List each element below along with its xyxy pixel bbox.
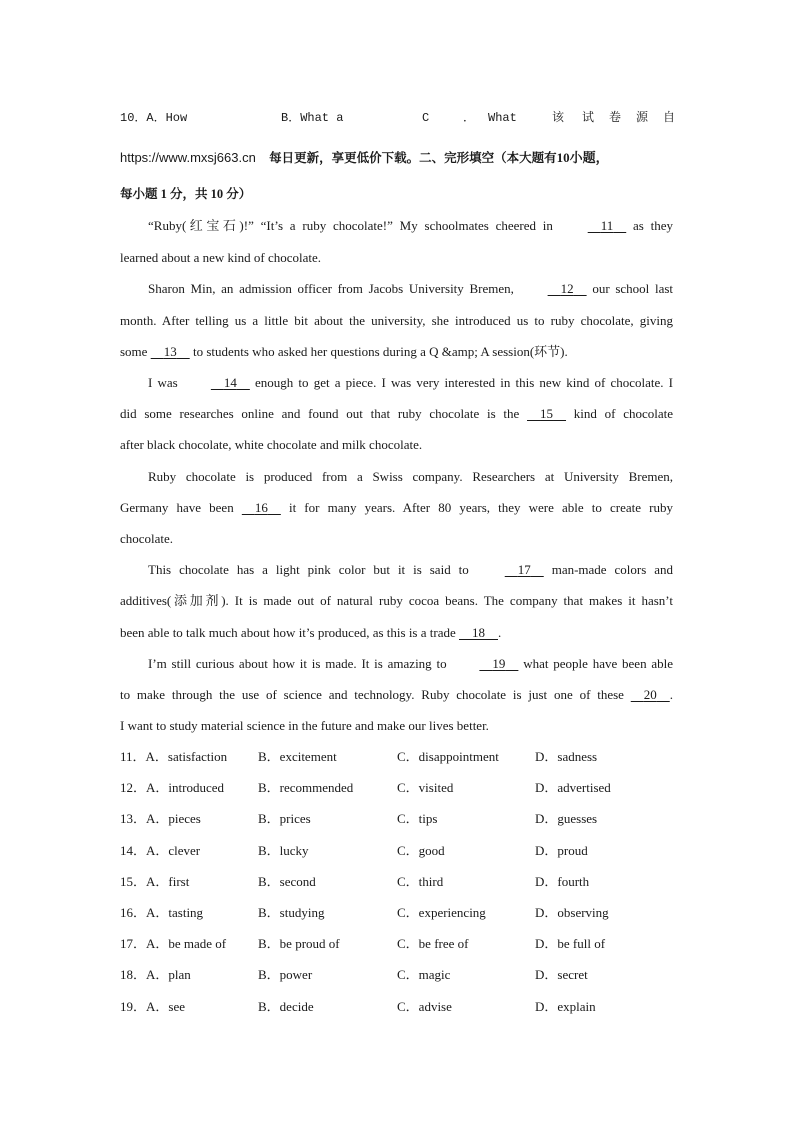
source-url: https://www.mxsj663.cn [120,150,256,165]
option-b: B．second [258,873,316,889]
option-a: 18．A．plan [120,967,191,983]
blank-20: 20 [643,687,657,702]
question-count: 10 [556,150,570,165]
option-b: B．prices [258,811,311,827]
option-d: D．secret [535,967,588,983]
option-b: B．decide [258,998,314,1014]
option-a: 14．A．clever [120,842,201,858]
q10-what: What [488,111,517,125]
source-note: 每日更新，享更低价下载。二、完形填空（本大题有 [269,151,557,165]
passage-line: to make through the use of science and technology. Ruby chocolate is just one of these 20 . [120,687,673,702]
option-d: D．be full of [535,936,606,952]
option-c: C．good [397,842,445,858]
option-c: C．magic [397,967,451,983]
passage-line: “Ruby(红宝石)!” “It’s a ruby chocolate!” My schoolmates cheered in 11 as they [148,218,674,233]
option-d: D．guesses [535,811,598,827]
passage-line: month. After telling us a little bit about the university, she introduced us to ruby chocolate, giving [120,313,673,328]
passage-line: some 13 to students who asked her questions during a Q &amp; A session(环节). [120,344,568,359]
q10-tail-5: 自 [663,111,676,125]
blank-19: 19 [492,656,506,671]
q10-tail-3: 卷 [609,111,622,125]
blank-12: 12 [560,281,574,296]
option-a: 13．A．pieces [120,811,201,827]
option-a: 16．A．tasting [120,905,204,920]
passage-line: I’m still curious about how it is made. It is amazing to 19 what people have been able [148,656,674,671]
passage-line: chocolate. [120,531,174,546]
option-d: D．explain [535,998,596,1014]
passage-line: Sharon Min, an admission officer from Jacobs University Bremen, 12 our school last [148,281,674,296]
option-b: B．recommended [258,780,354,796]
passage-line: Ruby chocolate is produced from a Swiss company. Researchers at University Bremen, [148,469,673,484]
option-a: 12．A．introduced [120,780,224,796]
option-b: B．excitement [258,749,337,764]
q10-option-a: 10．A．How [120,111,188,125]
blank-14: 14 [223,375,237,390]
option-a: 17．A．be made of [120,936,227,952]
source-line [120,150,673,166]
q10-tail-2: 试 [582,111,595,125]
q10-tail-4: 源 [636,111,649,125]
option-d: D．advertised [535,780,611,796]
passage-line: after black chocolate, white chocolate and milk chocolate. [120,437,423,452]
option-a: 19．A．see [120,998,185,1014]
option-c: C．visited [397,780,454,796]
option-c: C．be free of [397,936,469,952]
option-c: C．disappointment [397,749,499,764]
passage-line: Germany have been 16 it for many years. After 80 years, they were able to create ruby [120,500,674,515]
blank-17: 17 [517,562,531,577]
passage-line: additives(添加剂). It is made out of natural ruby cocoa beans. The company that makes it hasn’t [120,593,673,608]
blank-18: 18 [472,625,485,640]
option-a: 11．A．satisfaction [120,749,228,764]
q10-option-b: B．What a [281,111,344,125]
option-c: C．advise [397,998,452,1014]
blank-16: 16 [254,500,268,515]
option-d: D．sadness [535,749,598,764]
blank-15: 15 [540,406,554,421]
option-d: D．observing [535,905,609,920]
option-c: C．third [397,873,444,889]
option-c: C．tips [397,811,438,827]
blank-13: 13 [163,344,177,359]
section-heading-line-2: 每小题 1 分，共 10 分） [120,187,252,201]
option-d: D．fourth [535,873,590,889]
option-b: B．power [258,967,313,983]
blank-11: 11 [600,218,614,233]
passage-line: learned about a new kind of chocolate. [120,250,322,265]
option-a: 15．A．first [120,873,190,889]
option-b: B．be proud of [258,936,340,952]
passage-line: I was 14 enough to get a piece. I was very interested in this new kind of chocolate. I [148,375,674,390]
option-b: B．studying [258,905,325,920]
option-b: B．lucky [258,842,309,858]
option-d: D．proud [535,842,588,858]
q10-dot: ． [463,111,476,125]
option-c: C．experiencing [397,905,486,920]
passage-line: I want to study material science in the future and make our lives better. [120,718,489,733]
q10-option-c: C [422,111,430,125]
source-note-2: 小题， [569,150,609,165]
passage-line: been able to talk much about how it’s produced, as this is a trade 18 . [120,625,502,640]
q10-tail-1: 该 [552,111,565,125]
passage-line: This chocolate has a light pink color but it is said to 17 man-made colors and [148,562,674,577]
passage-line: did some researches online and found out that ruby chocolate is the 15 kind of chocolate [120,406,673,421]
